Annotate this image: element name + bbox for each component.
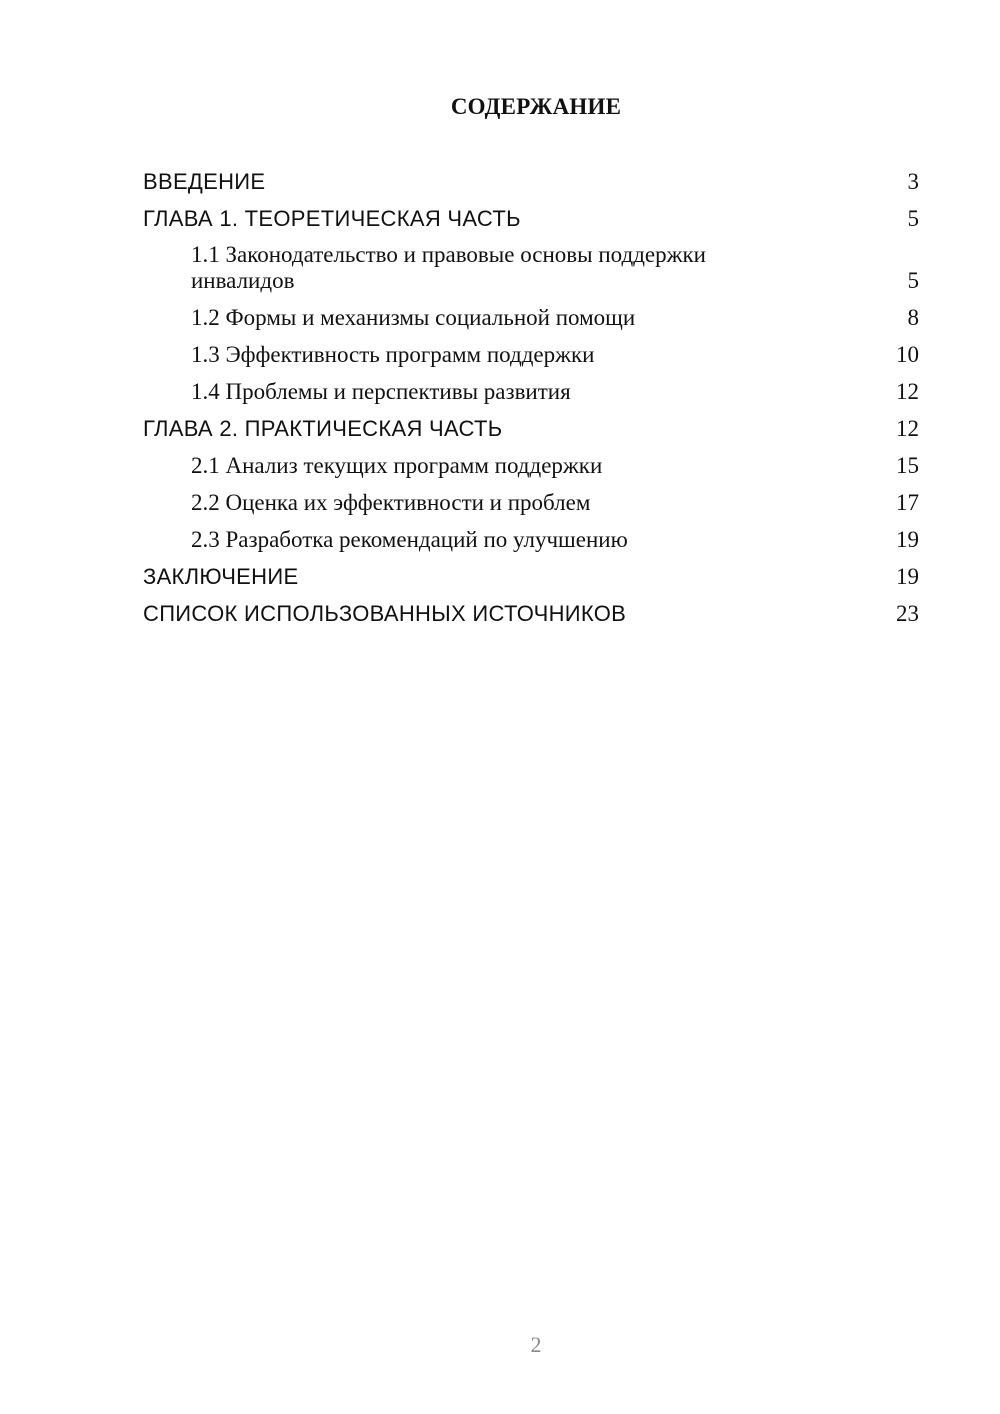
toc-entry-label: ГЛАВА 2. ПРАКТИЧЕСКАЯ ЧАСТЬ xyxy=(143,416,503,441)
toc-entry-page: 23 xyxy=(896,601,919,626)
toc-entry-label: СПИСОК ИСПОЛЬЗОВАННЫХ ИСТОЧНИКОВ xyxy=(143,601,627,626)
toc-entry-section-1-1[interactable] xyxy=(143,242,919,294)
toc-entry-label: 1.2 Формы и механизмы социальной помощи xyxy=(191,305,636,330)
toc-entry-page: 8 xyxy=(907,305,919,330)
toc-entry-page: 17 xyxy=(896,490,919,515)
toc-entry-page: 5 xyxy=(907,268,919,293)
toc-entry-label: ВВЕДЕНИЕ xyxy=(143,169,266,194)
toc-entry-page: 5 xyxy=(907,206,919,231)
toc-entry-page: 12 xyxy=(896,379,919,404)
toc-entry-chapter-1[interactable] xyxy=(143,205,919,232)
toc-entry-references[interactable] xyxy=(143,600,919,627)
toc-entry-introduction[interactable] xyxy=(143,168,919,195)
toc-entry-page: 3 xyxy=(907,169,919,194)
toc-entry-section-2-3[interactable] xyxy=(143,526,919,553)
toc-entry-label: 1.4 Проблемы и перспективы развития xyxy=(191,379,571,404)
document-title: СОДЕРЖАНИЕ xyxy=(450,94,622,119)
toc-entry-label: ЗАКЛЮЧЕНИЕ xyxy=(143,564,299,589)
toc-entry-page: 12 xyxy=(896,416,919,441)
toc-entry-section-1-2[interactable] xyxy=(143,304,919,331)
toc-entry-section-2-1[interactable] xyxy=(143,452,919,479)
toc-entry-section-1-3[interactable] xyxy=(143,341,919,368)
toc-entry-page: 10 xyxy=(896,342,919,367)
toc-entry-section-2-2[interactable] xyxy=(143,489,919,516)
toc-entry-label: 1.1 Законодательство и правовые основы поддержки инвалидов xyxy=(191,242,706,293)
toc-entry-label: 2.2 Оценка их эффективности и проблем xyxy=(191,490,591,515)
toc-entry-conclusion[interactable] xyxy=(143,563,919,590)
toc-entry-page: 15 xyxy=(896,453,919,478)
toc-entry-page: 19 xyxy=(896,564,919,589)
toc-entry-label: 2.3 Разработка рекомендаций по улучшению xyxy=(191,527,628,552)
page-number: 2 xyxy=(530,1332,542,1357)
toc-entry-label: 1.3 Эффективность программ поддержки xyxy=(191,342,595,367)
toc-entry-label: ГЛАВА 1. ТЕОРЕТИЧЕСКАЯ ЧАСТЬ xyxy=(143,206,521,231)
toc-entry-page: 19 xyxy=(896,527,919,552)
toc-entry-section-1-4[interactable] xyxy=(143,378,919,405)
table-of-contents xyxy=(143,168,919,637)
toc-entry-label: 2.1 Анализ текущих программ поддержки xyxy=(191,453,603,478)
toc-entry-chapter-2[interactable] xyxy=(143,415,919,442)
